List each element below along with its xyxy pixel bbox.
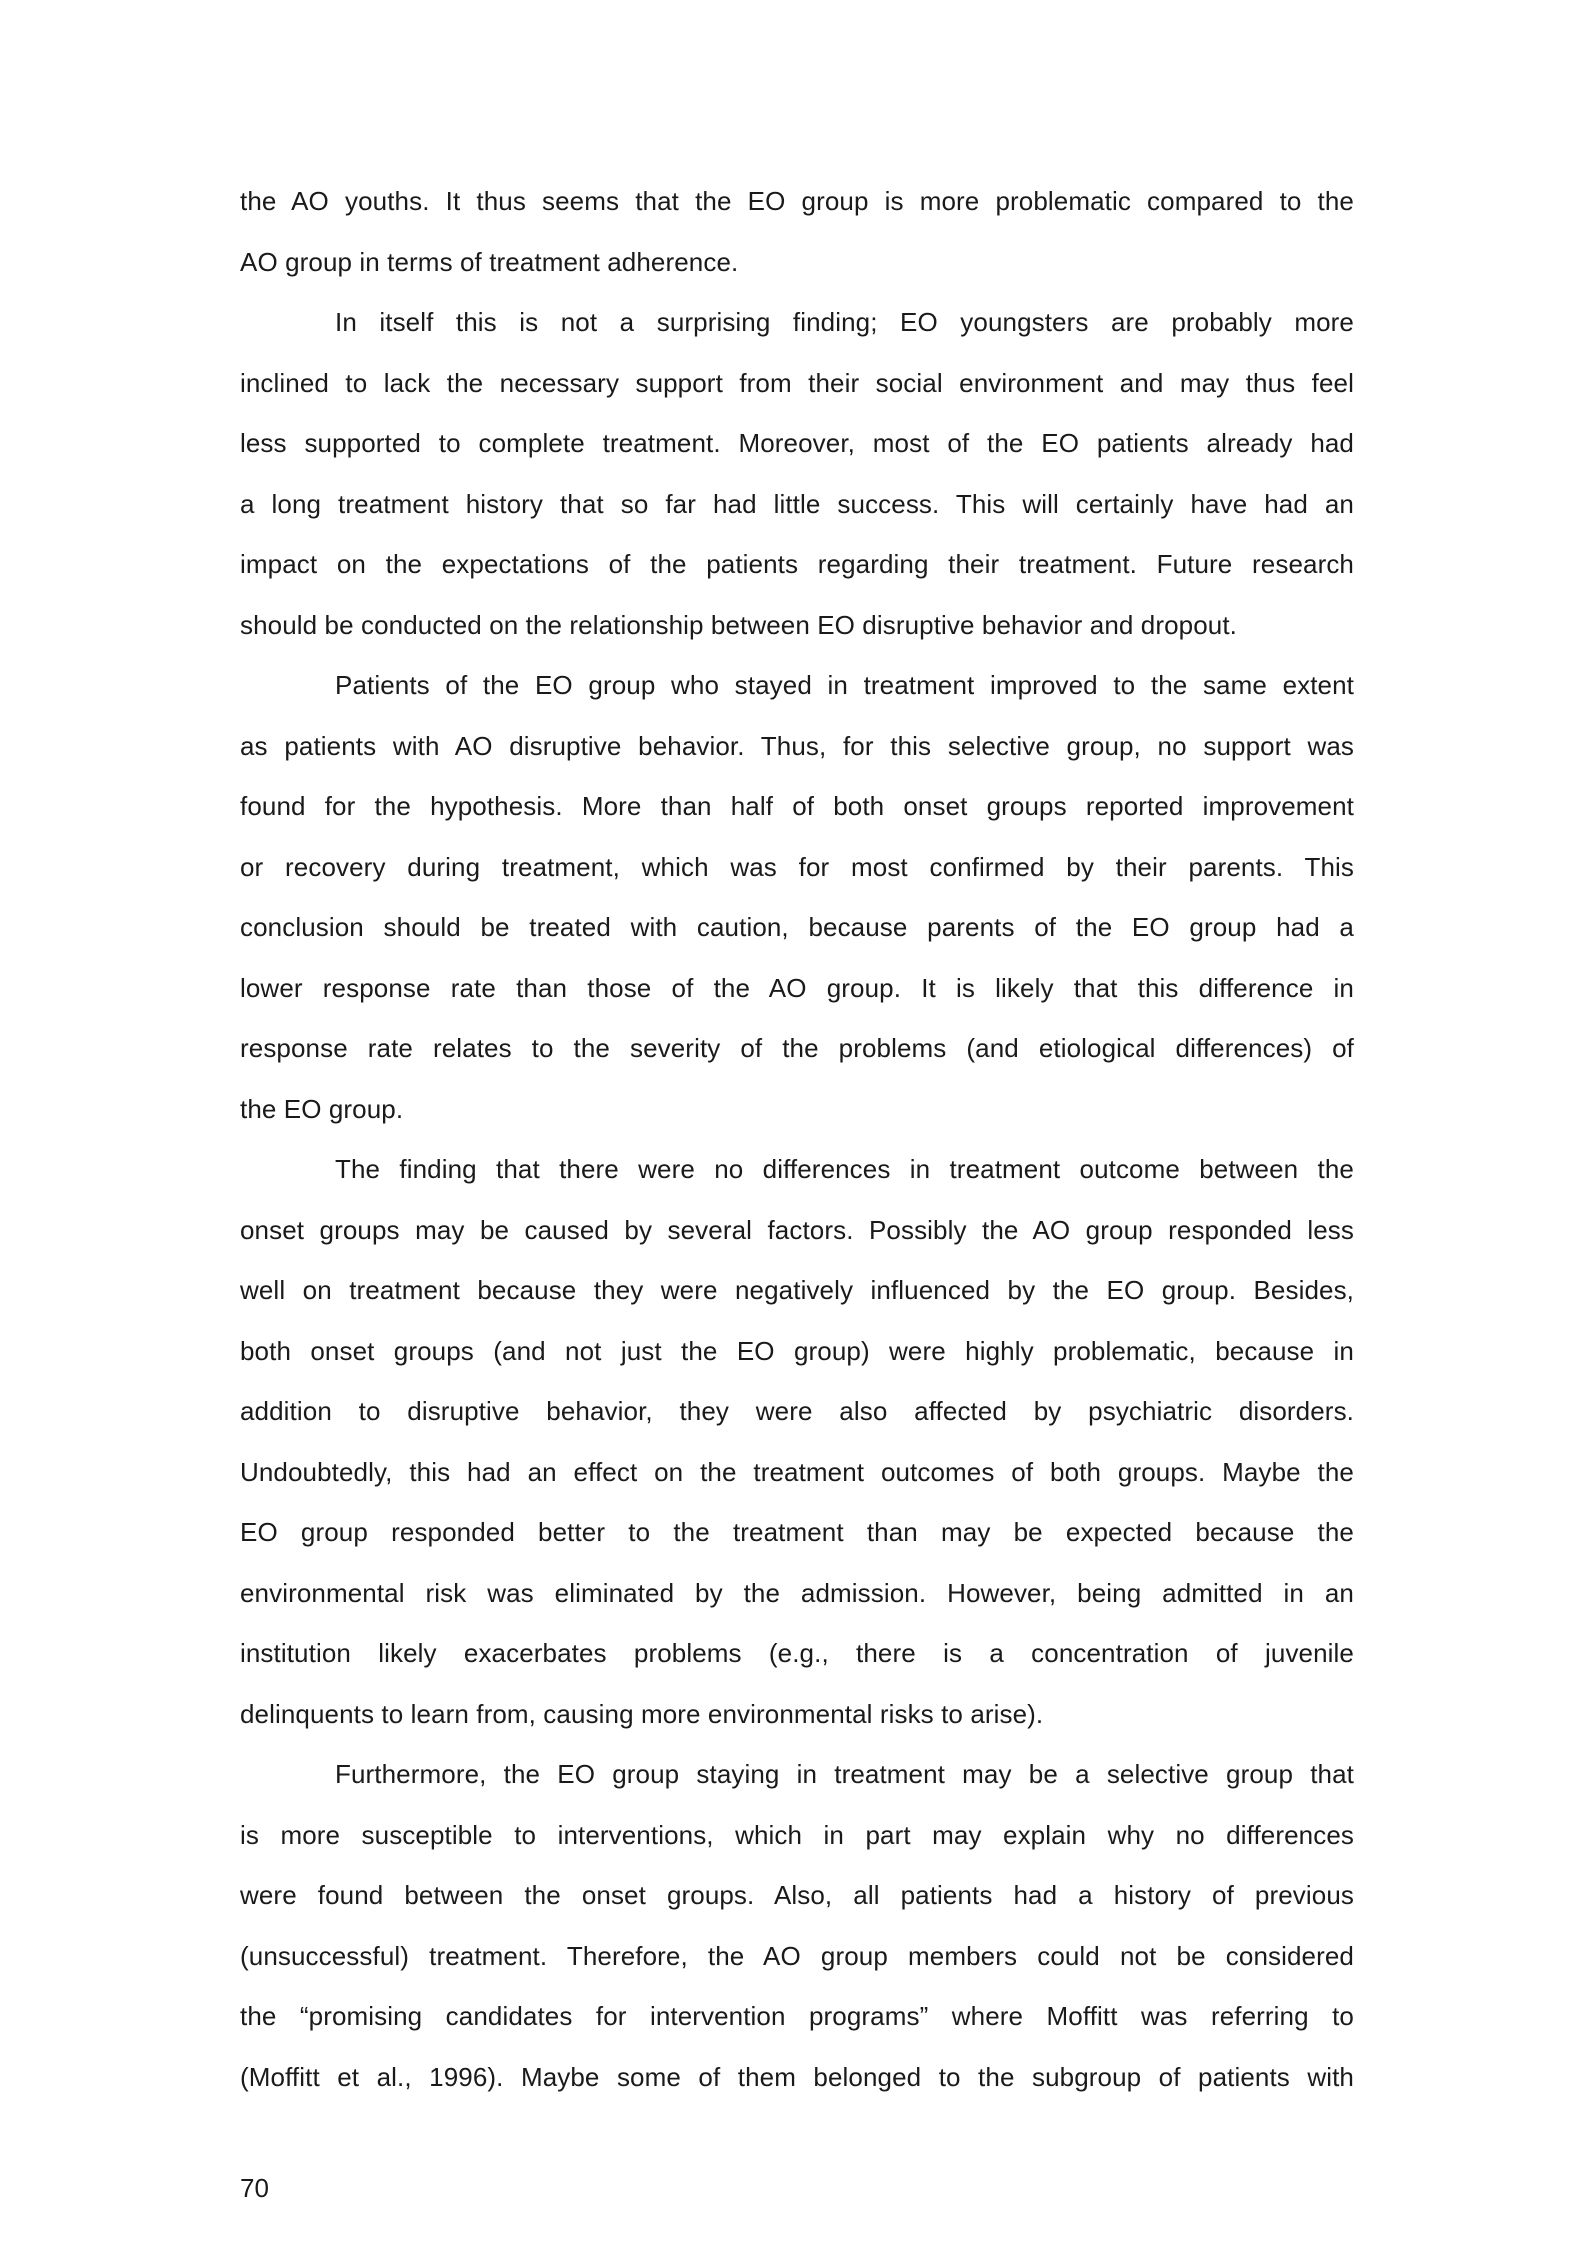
text-line: well on treatment because they were negatively influenced by the EO group. Besides, (240, 1275, 1354, 1305)
paragraph (240, 171, 1354, 292)
text-line: or recovery during treatment, which was for most confirmed by their parents. This (240, 851, 1354, 882)
text-line: both onset groups (and not just the EO group) were highly problematic, because in (240, 1335, 1354, 1366)
text-line: delinquents to learn from, causing more environmental risks to arise). (240, 1698, 1044, 1729)
text-line: onset groups may be caused by several factors. Possibly the AO group responded less (240, 1214, 1354, 1245)
text-line: should be conducted on the relationship between EO disruptive behavior and dropout. (240, 609, 1237, 640)
page-number: 70 (240, 2173, 269, 2203)
text-line: addition to disruptive behavior, they were also affected by psychiatric disorders. (240, 1396, 1354, 1426)
text-line: institution likely exacerbates problems (e.g., there is a concentration of juvenile (240, 1638, 1354, 1668)
text-line: lower response rate than those of the AO group. It is likely that this difference in (240, 972, 1354, 1003)
text-line: the EO group. (240, 1093, 404, 1124)
text-line: (unsuccessful) treatment. Therefore, the AO group members could not be considered (240, 1940, 1354, 1971)
text-line: Patients of the EO group who stayed in treatment improved to the same extent (335, 670, 1354, 700)
text-line: the “promising candidates for intervention programs” where Moffitt was referring to (240, 2001, 1354, 2031)
paragraph (240, 1139, 1354, 1744)
text-line: were found between the onset groups. Also, all patients had a history of previous (240, 1880, 1354, 1910)
text-line: inclined to lack the necessary support from their social environment and may thus feel (240, 367, 1354, 398)
text-line: Undoubtedly, this had an effect on the treatment outcomes of both groups. Maybe the (240, 1456, 1354, 1487)
text-line: is more susceptible to interventions, which in part may explain why no differences (240, 1819, 1354, 1850)
text-line: environmental risk was eliminated by the admission. However, being admitted in an (240, 1577, 1354, 1608)
paragraph (240, 1744, 1354, 2107)
text-line: (Moffitt et al., 1996). Maybe some of them belonged to the subgroup of patients with (240, 2061, 1354, 2092)
text-line: EO group responded better to the treatment than may be expected because the (240, 1517, 1354, 1547)
text-line: In itself this is not a surprising finding; EO youngsters are probably more (335, 307, 1354, 337)
paragraph (240, 292, 1354, 655)
text-line: found for the hypothesis. More than half of both onset groups reported improvement (240, 791, 1354, 821)
paragraph (240, 655, 1354, 1139)
text-line: The finding that there were no differences in treatment outcome between the (335, 1154, 1354, 1184)
text-line: the AO youths. It thus seems that the EO group is more problematic compared to the (240, 186, 1354, 216)
page-body (240, 171, 1354, 2107)
text-line: AO group in terms of treatment adherence. (240, 246, 739, 277)
text-line: a long treatment history that so far had little success. This will certainly have had an (240, 488, 1354, 519)
text-line: impact on the expectations of the patients regarding their treatment. Future research (240, 549, 1354, 579)
text-line: response rate relates to the severity of the problems (and etiological differences) of (240, 1033, 1354, 1063)
text-line: Furthermore, the EO group staying in treatment may be a selective group that (335, 1759, 1354, 1789)
text-line: as patients with AO disruptive behavior. Thus, for this selective group, no support was (240, 730, 1354, 761)
text-line: conclusion should be treated with caution, because parents of the EO group had a (240, 912, 1354, 942)
text-line: less supported to complete treatment. Moreover, most of the EO patients already had (240, 428, 1354, 458)
